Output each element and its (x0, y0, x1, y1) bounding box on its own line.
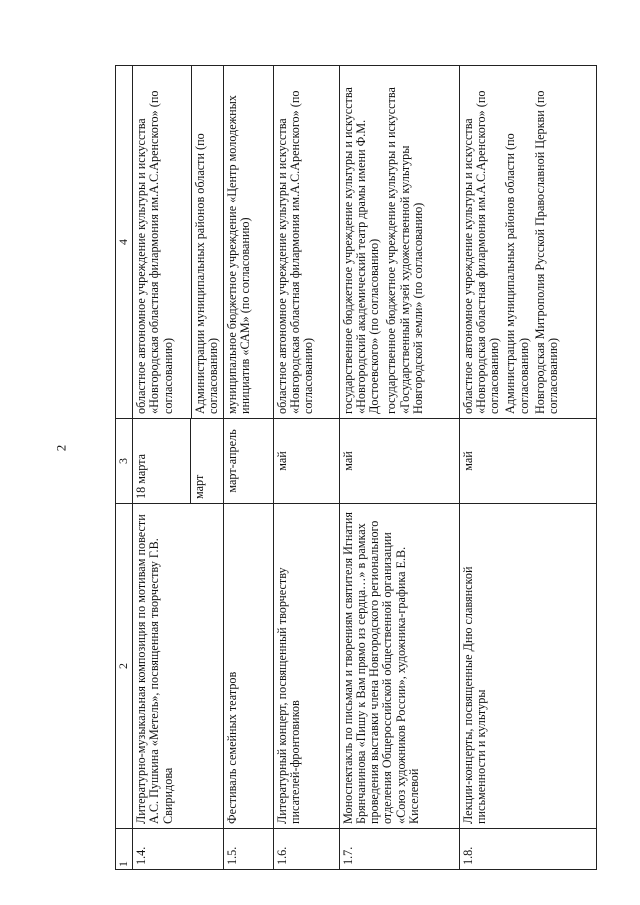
table-header-row (116, 66, 133, 870)
organizer: областное автономное учреждение культуры и искусства «Новгородская областная филармония им.А.С.Аренского» (по согласованию) (134, 90, 175, 414)
row-number: 1.6. (273, 829, 339, 870)
event-date: 18 марта (134, 453, 148, 499)
event-date: май (339, 419, 459, 504)
row-number: 1.4. (133, 829, 224, 870)
organizer-cell (339, 66, 459, 419)
table-row (459, 66, 596, 870)
event-date: май (459, 419, 596, 504)
column-header: 2 (116, 504, 133, 829)
event-date: март (190, 419, 223, 503)
organizer: Новгородская Митрополия Русской Православной Церкви (по согласованию) (533, 90, 561, 414)
event-title: Фестиваль семейных театров (223, 504, 273, 829)
column-header: 4 (116, 66, 133, 419)
event-date: май (273, 419, 339, 504)
organizer: областное автономное учреждение культуры и искусства «Новгородская областная филармония им.А.С.Аренского» (по согласованию) (273, 66, 339, 419)
events-table (115, 65, 597, 870)
date-cell (133, 419, 224, 504)
organizer: Администрации муниципальных районов области (по согласованию) (503, 133, 531, 414)
row-number: 1.8. (459, 829, 596, 870)
organizer: Администрации муниципальных районов области (по согласованию) (191, 66, 223, 418)
table-row (133, 66, 224, 870)
event-date: март-апрель (223, 419, 273, 504)
column-header: 1 (116, 829, 133, 870)
column-header: 3 (116, 419, 133, 504)
organizer-cell (133, 66, 224, 419)
row-number: 1.5. (223, 829, 273, 870)
event-title: Литературный концерт, посвященный творчеству писателей-фронтовиков (273, 504, 339, 829)
organizer: государственное бюджетное учреждение культуры и искусства «Государственный музей художественной культуры Новгородской земли» (по согласованию) (384, 87, 426, 414)
event-title: Литературно-музыкальная композиция по мотивам повести А.С. Пушкина «Метель», посвященная творчеству Г.В. Свиридова (133, 504, 224, 829)
row-number: 1.7. (339, 829, 459, 870)
event-title: Моноспектакль по письмам и творениям святителя Игнатия Брянчанинова «Пишу к Вам прямо из сердца…» в рамках проведения выставки члена Новгородского регионального отделения Общероссийской общественной организации «Союз художников России», художника-графика Е.В. Киселевой (339, 504, 459, 829)
table-row (339, 66, 459, 870)
table-frame (115, 65, 597, 870)
table-row (223, 66, 273, 870)
organizer: государственное бюджетное учреждение культуры и искусства «Новгородский академический театр драмы имени Ф.М. Достоевского» (по согласованию) (340, 87, 382, 414)
organizer: областное автономное учреждение культуры и искусства «Новгородская областная филармония им.А.С.Аренского» (по согласованию) (460, 90, 502, 414)
page-number: 2 (53, 444, 69, 452)
organizer: муниципальное бюджетное учреждение «Центр молодежных инициатив «САМ» (по согласованию) (223, 66, 273, 419)
event-title: Лекции-концерты, посвященные Дню славянской письменности и культуры (459, 504, 596, 829)
table-row (273, 66, 339, 870)
organizer-cell (459, 66, 596, 419)
